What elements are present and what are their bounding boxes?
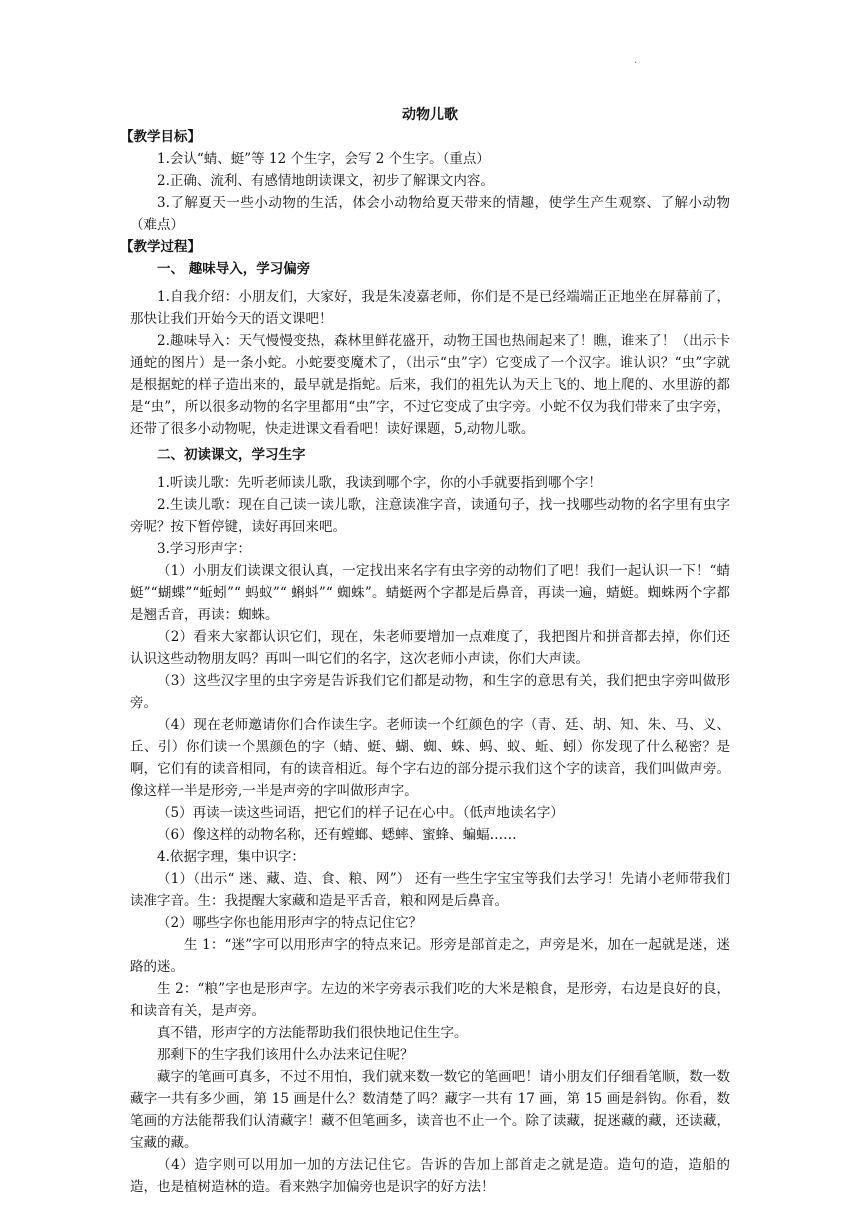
section2-para-4-6: 那剩下的生字我们该用什么办法来记住呢？	[157, 1047, 414, 1063]
section2-heading: 二、初读课文，学习生字	[157, 447, 306, 463]
section2-para-3-4: （4）现在老师邀请你们合作读生字。老师读一个红颜色的字（青、廷、胡、知、朱、马、义、丘、引）你们读一个黑颜色的字（蜻、蜓、蝴、蜘、蛛、蚂、蚁、蚯、蚓）你发现了什么秘密？是啊，它们有的读音相同，有的读音相近。每个字右边的部分提示我们这个字的读音，我们叫做声旁。像这样一半是形旁,一半是声旁的字叫做形声字。	[130, 717, 730, 799]
section2-para-3-3: （3）这些汉字里的虫字旁是告诉我们它们都是动物，和生字的意思有关，我们把虫字旁叫做形旁。	[130, 673, 730, 711]
section2-para-2: 2.生读儿歌：现在自己读一读儿歌，注意读准字音，读通句子，找一找哪些动物的名字里有虫字旁呢？按下暂停键，读好再回来吧。	[130, 497, 730, 535]
section2-para-4-2: （2）哪些字你也能用形声字的特点记住它？	[157, 915, 423, 931]
section2-para-4-4: 生 2：“粮”字也是形声字。左边的米字旁表示我们吃的大米是粮食，是形旁，右边是良好的良，和读音有关，是声旁。	[130, 981, 730, 1019]
goal-2: 2.正确、流利、有感情地朗读课文，初步了解课文内容。	[157, 173, 494, 189]
goal-1: 1.会认“蜻、蜓”等 12 个生字，会写 2 个生字。（重点）	[157, 151, 490, 167]
section1-heading: 一、 趣味导入，学习偏旁	[157, 261, 311, 277]
section2-para-4-5: 真不错，形声字的方法能帮助我们很快地记住生字。	[157, 1025, 468, 1041]
section2-para-4: 4.依据字理，集中识字：	[157, 849, 305, 865]
process-heading: 【教学过程】	[120, 239, 201, 255]
page-dot: ·	[634, 58, 638, 69]
section2-para-3-2: （2）看来大家都认识它们，现在，朱老师要增加一点难度了，我把图片和拼音都去掉，你们还认识这些动物朋友吗？再叫一叫它们的名字，这次老师小声读，你们大声读。	[130, 629, 730, 667]
section2-para-1: 1.听读儿歌：先听老师读儿歌，我读到哪个字，你的小手就要指到哪个字！	[157, 475, 602, 491]
document-body	[120, 104, 730, 1198]
section1-para-1: 1.自我介绍：小朋友们，大家好，我是朱凌嘉老师，你们是不是已经端端正正地坐在屏幕前了，那快让我们开始今天的语文课吧！	[130, 289, 730, 327]
section2-para-3-6: （6）像这样的动物名称，还有螳螂、蟋蟀、蜜蜂、蝙蝠……	[157, 827, 517, 843]
section1-para-2: 2.趣味导入：天气慢慢变热，森林里鲜花盛开，动物王国也热闹起来了！瞧，谁来了！（出示卡通蛇的图片）是一条小蛇。小蛇要变魔术了，（出示“虫”字）它变成了一个汉字。谁认识？“虫”字就是根据蛇的样子造出来的，最早就是指蛇。后来，我们的祖先认为天上飞的、地上爬的、水里游的都是“虫”，所以很多动物的名字里都用“虫”字，不过它变成了虫字旁。小蛇不仅为我们带来了虫字旁，还带了很多小动物呢，快走进课文看看吧！读好课题，5,动物儿歌。	[130, 333, 730, 437]
section2-para-3-1: （1）小朋友们读课文很认真，一定找出来名字有虫字旁的动物们了吧！我们一起认识一下！“蜻蜓”“蝴蝶”“蚯蚓”“ 蚂蚁”“ 蝌蚪”“ 蜘蛛”。蜻蜓两个字都是后鼻音，再读一遍，蜻蜓。蜘蛛两个字都是翘舌音，再读：蜘蛛。	[130, 563, 730, 623]
section2-para-4-3: 生 1：“迷”字可以用形声字的特点来记。形旁是部首走之，声旁是米，加在一起就是迷，迷路的迷。	[130, 937, 730, 975]
section2-para-3: 3.学习形声字：	[157, 541, 251, 557]
section2-para-3-5: （5）再读一读这些词语，把它们的样子记在心中。（低声地读名字）	[157, 805, 564, 821]
section2-para-4-7: 藏字的笔画可真多，不过不用怕，我们就来数一数它的笔画吧！请小朋友们仔细看笔顺，数一数藏字一共有多少画，第 15 画是什么？数清楚了吗？藏字一共有 17 画，第 15 画是斜钩。你看，数笔画的方法能帮我们认清藏字！藏不但笔画多，读音也不止一个。除了读藏，捉迷藏的藏，还读藏，宝藏的藏。	[130, 1069, 730, 1151]
section2-para-4-8: （4）造字则可以用加一加的方法记住它。告诉的告加上部首走之就是造。造句的造，造船的造，也是植树造林的造。看来熟字加偏旁也是识字的好方法！	[130, 1157, 730, 1195]
goals-heading: 【教学目标】	[120, 129, 201, 145]
doc-title: 动物儿歌	[402, 107, 458, 123]
goal-3: 3.了解夏天一些小动物的生活，体会小动物给夏天带来的情趣，使学生产生观察、了解小动物（难点）	[130, 195, 730, 233]
section2-para-4-1: （1）（出示“ 迷、藏、造、食、粮、网”） 还有一些生字宝宝等我们去学习！先请小老师带我们读准字音。生：我提醒大家藏和造是平舌音，粮和网是后鼻音。	[130, 871, 730, 909]
